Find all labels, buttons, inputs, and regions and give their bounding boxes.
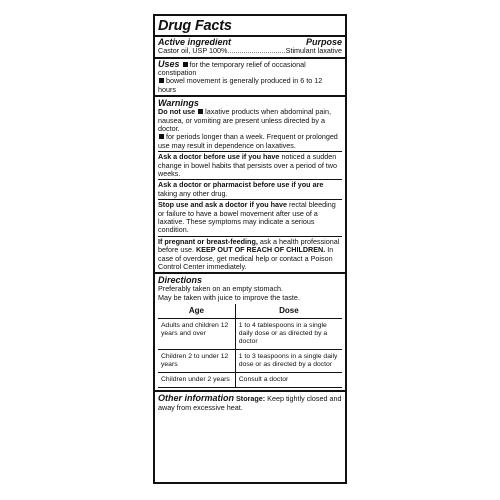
active-ingredient-heading: Active ingredient: [158, 37, 232, 47]
active-ingredient-row: [158, 47, 342, 56]
uses-item-1: for the temporary relief of occasional constipation: [158, 59, 306, 77]
do-not-use-item-2: for periods longer than a week. Frequent or prolonged use may result in dependence on laxatives.: [158, 132, 338, 150]
age-cell: Children 2 to under 12 years: [158, 350, 235, 373]
storage-label: Storage:: [236, 394, 266, 404]
dosage-table: [158, 304, 342, 388]
purpose-heading: Purpose: [305, 37, 342, 47]
dosage-table-header: [158, 304, 342, 319]
overdose-text: In case of overdose, get medical help or contact a Poison Control Center immediately.: [158, 245, 334, 272]
ask-doctor-label: Ask a doctor before use if you have: [158, 152, 280, 162]
divider: [155, 272, 345, 274]
table-row: [158, 373, 342, 388]
table-row: [158, 350, 342, 373]
do-not-use-label: Do not use: [158, 107, 196, 117]
bullet-icon: [159, 78, 164, 83]
uses-section: [158, 60, 342, 95]
ask-doctor-section: [158, 153, 342, 178]
age-cell: Children under 2 years: [158, 373, 235, 388]
pregnant-text: ask a health professional before use.: [158, 236, 340, 255]
dose-cell: Consult a doctor: [235, 373, 342, 388]
dose-cell: 1 to 3 teaspoons in a single daily dose or as directed by a doctor: [235, 350, 342, 373]
uses-item-2: bowel movement is generally produced in 6 to 12 hours: [158, 76, 323, 94]
keep-out-of-reach-label: KEEP OUT OF REACH OF CHILDREN.: [195, 245, 326, 255]
leader-dots: [227, 47, 285, 56]
dose-cell: 1 to 4 tablespoons in a single daily dose or as directed by a doctor: [235, 319, 342, 350]
pregnant-label: If pregnant or breast-feeding,: [158, 236, 258, 246]
divider: [155, 390, 345, 392]
pregnant-section: [158, 238, 342, 272]
storage-text: Keep tightly closed and away from excessive heat.: [158, 394, 342, 412]
directions-heading: Directions: [158, 275, 203, 286]
age-cell: Adults and children 12 years and over: [158, 319, 235, 350]
directions-line-2: May be taken with juice to improve the taste.: [158, 292, 300, 302]
ask-pharmacist-label: Ask a doctor or pharmacist before use if you are: [158, 180, 324, 190]
other-information-heading: Other information: [158, 393, 234, 404]
bullet-icon: [159, 134, 164, 139]
other-information-section: [158, 394, 342, 412]
stop-use-label: Stop use and ask a doctor if you have: [158, 200, 288, 210]
table-row: [158, 319, 342, 350]
do-not-use-section: [158, 108, 342, 150]
stop-use-section: [158, 201, 342, 235]
do-not-use-item-1: laxative products when abdominal pain, nausea, or vomiting are present unless directed by a doctor.: [158, 107, 331, 133]
bullet-icon: [183, 62, 188, 67]
drug-facts-panel: [153, 14, 347, 484]
bullet-icon: [198, 109, 203, 114]
stop-use-text: rectal bleeding or failure to have a bowel movement after use of a laxative. These symptoms may indicate a serious condition.: [158, 200, 336, 235]
directions-line-1: Preferably taken on an empty stomach.: [158, 284, 284, 294]
ask-pharmacist-text: taking any other drug.: [158, 188, 228, 198]
warnings-heading: Warnings: [158, 98, 199, 109]
ask-pharmacist-section: [158, 181, 342, 198]
divider: [155, 57, 345, 59]
ingredient-purpose: Stimulant laxative: [285, 46, 342, 55]
age-column-header: Age: [158, 304, 235, 319]
divider: [155, 95, 345, 97]
dose-column-header: Dose: [235, 304, 342, 319]
drug-facts-title: Drug Facts: [158, 18, 232, 34]
ask-doctor-text: noticed a sudden change in bowel habits that persists over a period of two weeks.: [158, 152, 337, 178]
ingredient-name: Castor oil, USP 100%: [158, 46, 228, 55]
uses-heading: Uses: [158, 58, 180, 69]
